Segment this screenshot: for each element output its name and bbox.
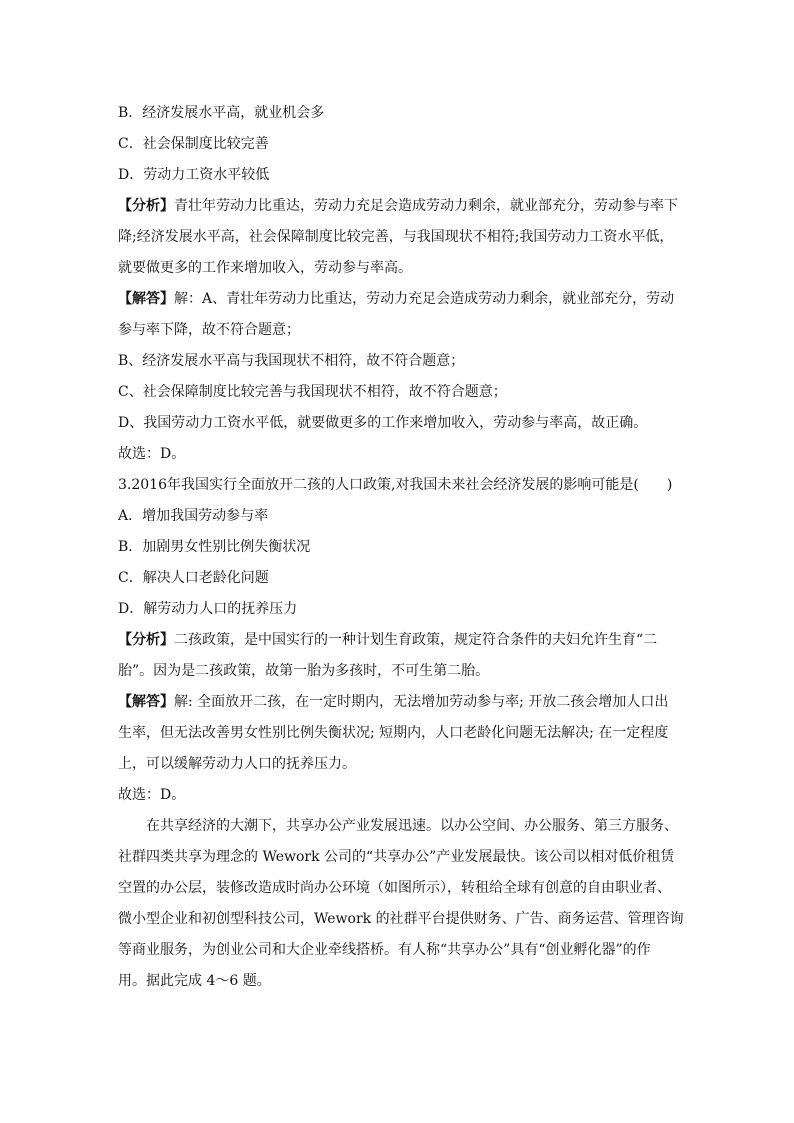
analysis-tag: 【分析】 (118, 198, 174, 214)
passage-line (118, 811, 678, 842)
analysis-line (118, 222, 678, 253)
answer-line (118, 687, 678, 718)
line-text: 二孩政策，是中国实行的一种计划生育政策，规定符合条件的夫妇允许生育“二 (174, 632, 658, 648)
line-text: 生率，但无法改善男女性别比例失衡状况; 短期内，人口老龄化问题无法解决; 在一定程度 (118, 725, 669, 741)
line-text: C、社会保障制度比较完善与我国现状不相符，故不符合题意； (118, 384, 507, 400)
answer-line (118, 749, 678, 780)
passage-line (118, 966, 678, 997)
analysis-line (118, 625, 678, 656)
analysis-tag: 【分析】 (118, 632, 174, 648)
line-text: 参与率下降，故不符合题意； (118, 322, 300, 338)
answer-line (118, 377, 678, 408)
passage-text: 用。据此完成 4～6 题。 (118, 973, 271, 989)
line-text: 解: 全面放开二孩，在一定时期内，无法增加劳动参与率; 开放二孩会增加人口出 (174, 694, 669, 710)
line-text: 降;经济发展水平高，社会保障制度比较完善，与我国现状不相符;我国劳动力工资水平低， (118, 229, 674, 245)
line-text: C．社会保制度比较完善 (118, 136, 269, 152)
choice-line (118, 439, 678, 470)
passage-line (118, 904, 684, 935)
document-body (118, 98, 684, 997)
line-text: 3.2016年我国实行全面放开二孩的人口政策,对我国未来社会经济发展的影响可能是( ) (118, 477, 673, 493)
line-text: 就要做更多的工作来增加收入，劳动参与率高。 (118, 260, 412, 276)
passage-text: 等商业服务，为创业公司和大企业牵线搭桥。有人称“共享办公”具有“创业孵化器”的作 (118, 942, 651, 958)
question-3-line (118, 470, 678, 501)
passage-text: 空置的办公层，装修改造成时尚办公环境（如图所示），转租给全球有创意的自由职业者、 (118, 880, 671, 896)
answer-line (118, 346, 678, 377)
line-text: 青壮年劳动力比重达，劳动力充足会造成劳动力剩余，就业部充分，劳动参与率下 (174, 198, 678, 214)
passage-line (118, 935, 678, 966)
line-text: D、我国劳动力工资水平低，就要做更多的工作来增加收入，劳动参与率高，故正确。 (118, 415, 648, 431)
option-c-line (118, 563, 678, 594)
line-text: 胎”。因为是二孩政策，故第一胎为多孩时，不可生第二胎。 (118, 663, 490, 679)
answer-line (118, 718, 678, 749)
option-d-line (118, 160, 678, 191)
passage-text: 微小型企业和初创型科技公司，Wework 的社群平台提供财务、广告、商务运营、管理咨询 (118, 911, 684, 927)
analysis-line (118, 253, 678, 284)
option-d-line (118, 594, 678, 625)
option-c-line (118, 129, 678, 160)
passage-line (118, 873, 678, 904)
passage-text: 在共享经济的大潮下，共享办公产业发展迅速。以办公空间、办公服务、第三方服务、 (146, 818, 678, 834)
answer-tag: 【解答】 (118, 291, 174, 307)
option-b-line (118, 532, 678, 563)
answer-line (118, 315, 678, 346)
line-text: 故选：D。 (118, 446, 186, 462)
line-text: 解：A、青壮年劳动力比重达，劳动力充足会造成劳动力剩余，就业部充分，劳动 (174, 291, 675, 307)
answer-tag: 【解答】 (118, 694, 174, 710)
passage-line (118, 842, 678, 873)
option-b-line (118, 98, 678, 129)
passage-text: 社群四类共享为理念的 Wework 公司的“共享办公”产业发展最快。该公司以相对低价租赁 (118, 849, 675, 865)
line-text: D．劳动力工资水平较低 (118, 167, 270, 183)
answer-line (118, 408, 678, 439)
choice-line (118, 780, 678, 811)
line-text: C．解决人口老龄化问题 (118, 570, 269, 586)
answer-line (118, 284, 678, 315)
line-text: D．解劳动力人口的抚养压力 (118, 601, 298, 617)
line-text: 上，可以缓解劳动力人口的抚养压力。 (118, 756, 356, 772)
option-a-line (118, 501, 678, 532)
analysis-line (118, 191, 678, 222)
line-text: B．经济发展水平高，就业机会多 (118, 105, 325, 121)
line-text: 故选：D。 (118, 787, 186, 803)
line-text: A．增加我国劳动参与率 (118, 508, 269, 524)
analysis-line (118, 656, 678, 687)
line-text: B、经济发展水平高与我国现状不相符，故不符合题意； (118, 353, 465, 369)
line-text: B．加剧男女性别比例失衡状况 (118, 539, 311, 555)
